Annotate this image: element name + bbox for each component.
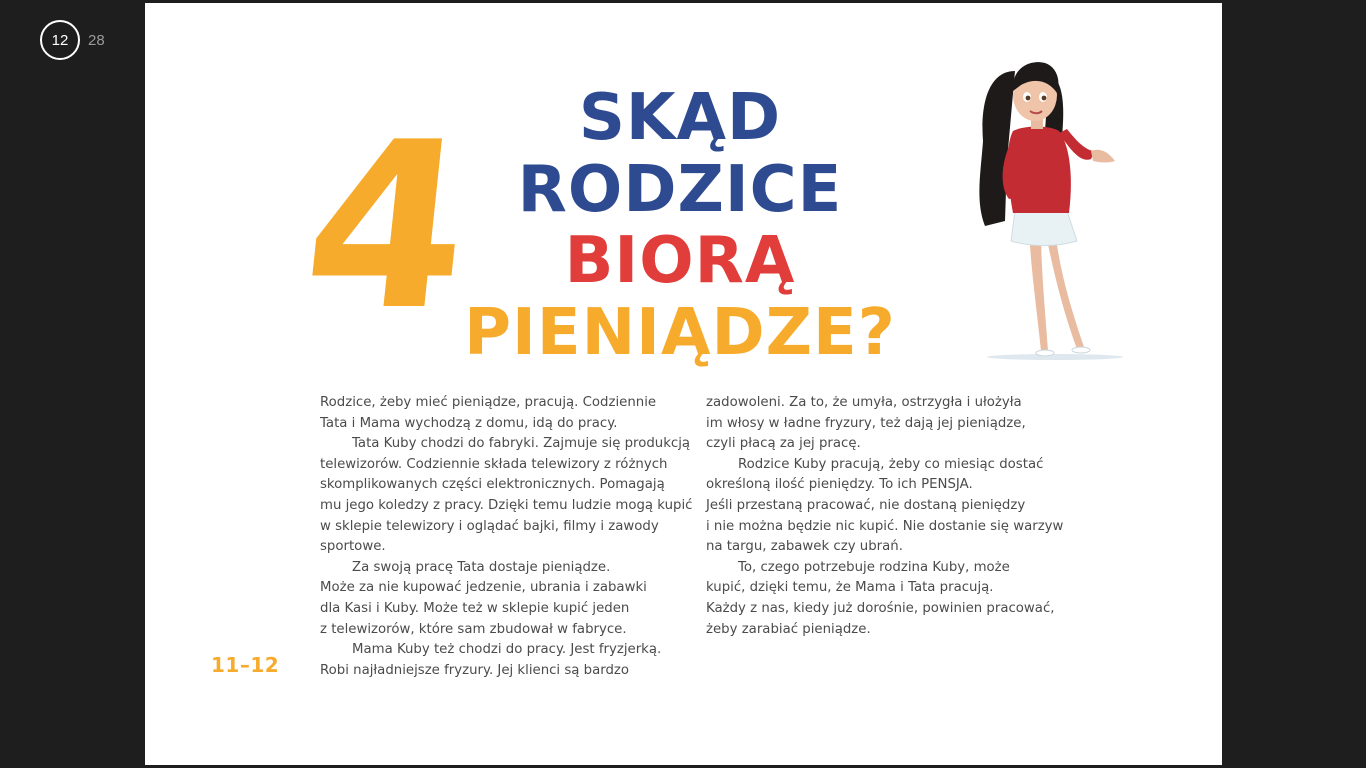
- paragraph-line: określoną ilość pieniędzy. To ich PENSJA.: [706, 477, 973, 493]
- paragraph-line: Rodzice, żeby mieć pieniądze, pracują. Codziennie: [320, 395, 657, 410]
- paragraph-line: Robi najładniejsze fryzury. Jej klienci są bardzo: [320, 662, 630, 678]
- paragraph-line: mu jego koledzy z pracy. Dzięki temu ludzie mogą kupić: [320, 497, 693, 513]
- title-line-3: PIENIĄDZE?: [464, 296, 896, 371]
- paragraph-line: Za swoją pracę Tata dostaje pieniądze.: [352, 559, 611, 575]
- paragraph-line: telewizorów. Codziennie składa telewizory z różnych: [320, 456, 668, 472]
- paragraph-line: skomplikowanych części elektronicznych. Pomagają: [320, 477, 665, 493]
- paragraph-line: kupić, dzięki temu, że Mama i Tata pracują.: [706, 580, 994, 596]
- paragraph-line: na targu, zabawek czy ubrań.: [706, 539, 903, 555]
- total-pages: 28: [88, 31, 105, 49]
- paragraph-line: dla Kasi i Kuby. Może też w sklepie kupić jeden: [320, 600, 630, 616]
- current-page-badge[interactable]: 12: [40, 20, 80, 60]
- paragraph-line: i nie można będzie nic kupić. Nie dostanie się warzyw: [706, 518, 1064, 534]
- paragraph-line: w sklepie telewizory i oglądać bajki, filmy i zawody: [320, 518, 659, 534]
- text-column-right: [706, 393, 1066, 640]
- chapter-title: [435, 83, 925, 370]
- title-line-2: BIORĄ: [564, 224, 796, 299]
- chapter-number: 4: [293, 94, 482, 361]
- paragraph-line: Rodzice Kuby pracują, żeby co miesiąc dostać: [738, 456, 1044, 472]
- paragraph-line: z telewizorów, które sam zbudował w fabryce.: [320, 621, 627, 637]
- paragraph-line: Może za nie kupować jedzenie, ubrania i zabawki: [320, 580, 647, 596]
- book-page: [145, 3, 1222, 765]
- paragraph-line: zadowoleni. Za to, że umyła, ostrzygła i ułożyła: [706, 395, 1022, 410]
- text-column-left: [320, 393, 693, 681]
- paragraph-line: Mama Kuby też chodzi do pracy. Jest fryzjerką.: [352, 642, 662, 658]
- paragraph-line: czyli płacą za jej pracę.: [706, 436, 861, 452]
- paragraph-line: im włosy w ładne fryzury, też dają jej pieniądze,: [706, 415, 1026, 431]
- paragraph-line: Tata i Mama wychodzą z domu, idą do pracy.: [320, 415, 618, 431]
- girl-illustration: [945, 51, 1125, 371]
- paragraph-line: Tata Kuby chodzi do fabryki. Zajmuje się produkcją: [352, 436, 691, 452]
- paragraph-line: Każdy z nas, kiedy już dorośnie, powinien pracować,: [706, 600, 1055, 616]
- page-range-label: 11–12: [211, 653, 280, 677]
- paragraph-line: To, czego potrzebuje rodzina Kuby, może: [738, 559, 1010, 575]
- page-indicator: [40, 20, 105, 60]
- paragraph-line: żeby zarabiać pieniądze.: [706, 621, 871, 637]
- paragraph-line: sportowe.: [320, 539, 386, 555]
- paragraph-line: Jeśli przestaną pracować, nie dostaną pieniędzy: [706, 497, 1026, 513]
- title-line-1: SKĄD RODZICE: [517, 81, 843, 227]
